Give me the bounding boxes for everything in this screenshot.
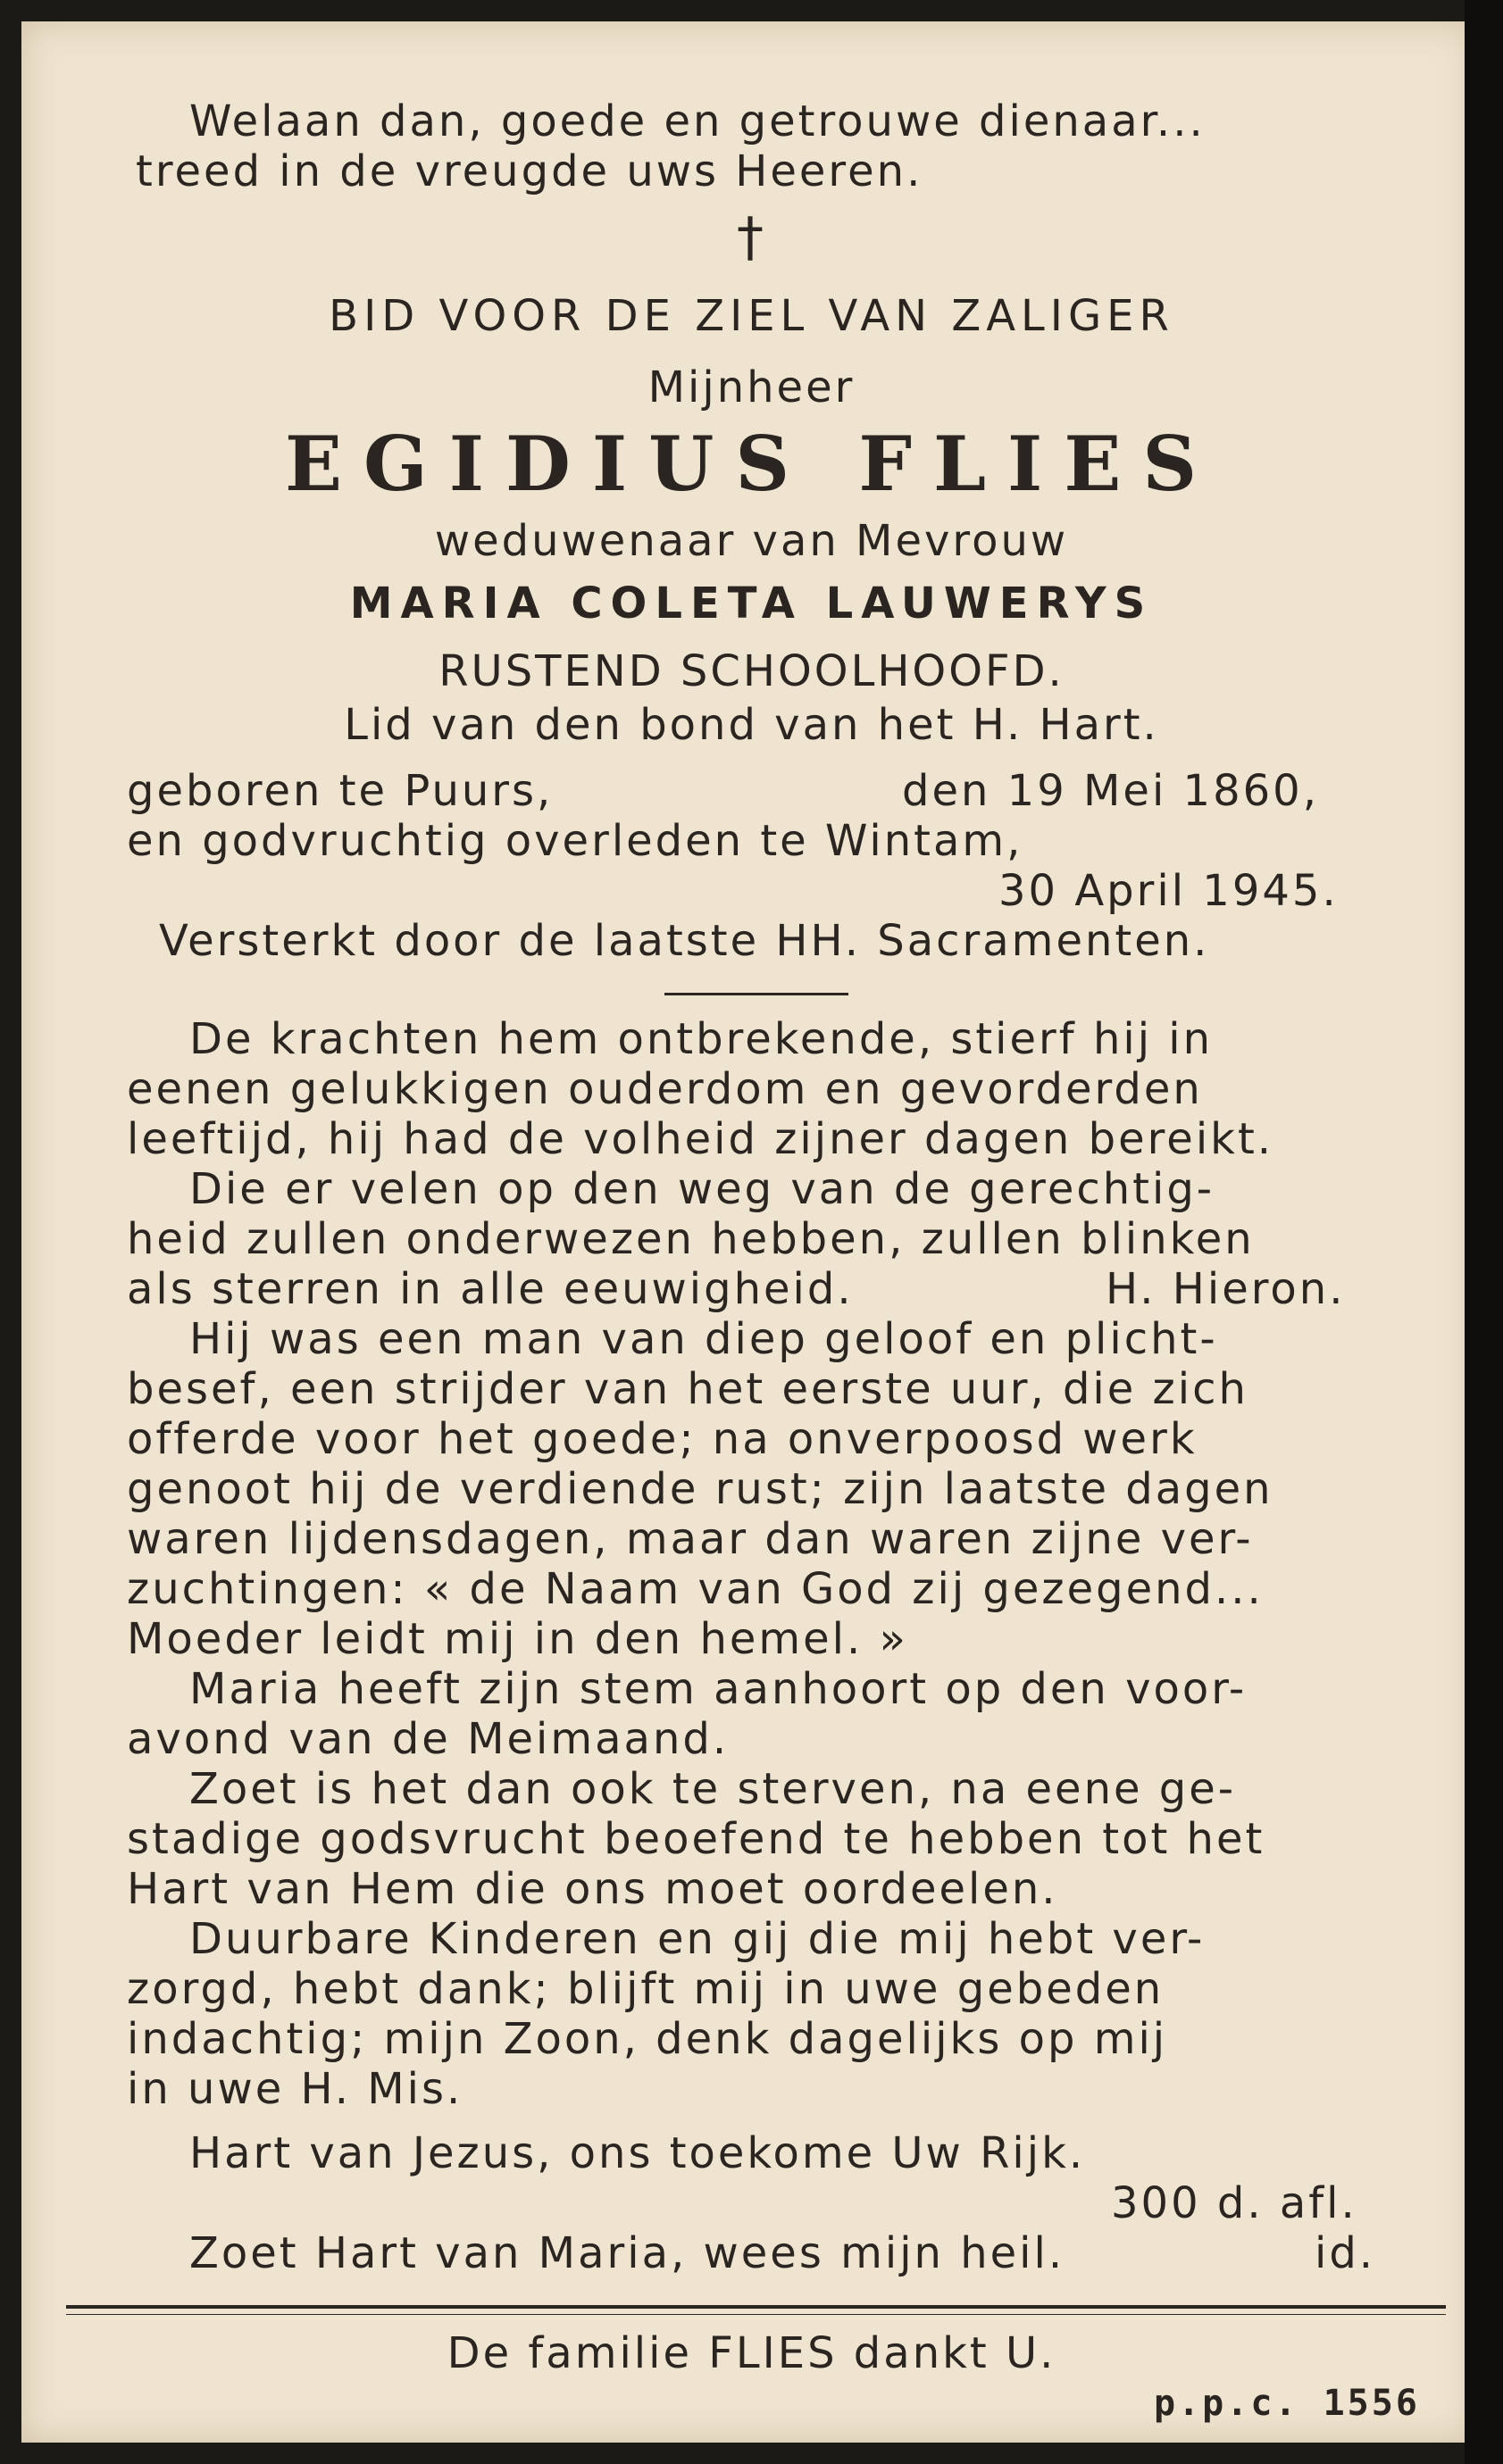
body-line: als sterren in alle eeuwigheid.	[127, 1264, 854, 1314]
death-line: en godvruchtig overleden te Wintam,	[127, 816, 1023, 866]
body-line: offerde voor het goede; na onverpoosd werk	[127, 1414, 1198, 1464]
membership: Lid van den bond van het H. Hart.	[344, 700, 1159, 750]
body-line: De krachten hem ontbrekende, stierf hij in	[189, 1014, 1214, 1064]
cross-icon: †	[737, 206, 766, 269]
sacraments-line: Versterkt door de laatste HH. Sacramenten.	[159, 916, 1210, 966]
body-line: eenen gelukkigen ouderdom en gevorderden	[127, 1064, 1203, 1114]
prayer-2: Zoet Hart van Maria, wees mijn heil.	[189, 2228, 1065, 2278]
header-quote-line-1: Welaan dan, goede en getrouwe dienaar...	[189, 96, 1206, 146]
body-line: in uwe H. Mis.	[127, 2064, 463, 2114]
body-line: waren lijdensdagen, maar dan waren zijne ver-	[127, 1514, 1254, 1564]
title-mijnheer: Mijnheer	[647, 362, 856, 412]
body-line: Hij was een man van diep geloof en plicht-	[189, 1314, 1218, 1364]
body-line: heid zullen onderwezen hebben, zullen blinken	[127, 1214, 1255, 1264]
body-line: stadige godsvrucht beoefend te hebben tot het	[127, 1814, 1265, 1864]
header-quote-line-2: treed in de vreugde uws Heeren.	[136, 146, 923, 196]
death-date: 30 April 1945.	[998, 866, 1339, 916]
body-line: Hart van Hem die ons moet oordeelen.	[127, 1864, 1058, 1914]
family-thanks: De familie FLIES dankt U.	[447, 2328, 1056, 2378]
prayer-2-indulgence: id.	[1315, 2228, 1376, 2278]
pray-line: BID VOOR DE ZIEL VAN ZALIGER	[329, 291, 1174, 341]
body-line: Maria heeft zijn stem aanhoort op den voor-	[189, 1664, 1248, 1714]
prayer-1: Hart van Jezus, ons toekome Uw Rijk.	[189, 2128, 1086, 2178]
body-line: Die er velen op den weg van de gerechtig-	[189, 1164, 1215, 1214]
body-line: zuchtingen: « de Naam van God zij gezegend...	[127, 1564, 1264, 1614]
widower-line: weduwenaar van Mevrouw	[434, 516, 1069, 566]
body-line: Moeder leidt mij in den hemel. »	[127, 1614, 908, 1664]
quote-source: H. Hieron.	[1106, 1264, 1346, 1314]
printer-code: p.p.c. 1556	[1154, 2383, 1420, 2424]
spouse-name: MARIA COLETA LAUWERYS	[349, 579, 1154, 628]
body-line: Duurbare Kinderen en gij die mij hebt ver-	[189, 1914, 1206, 1964]
occupation: RUSTEND SCHOOLHOOFD.	[438, 646, 1065, 696]
birth-date: den 19 Mei 1860,	[902, 766, 1319, 816]
birth-place: geboren te Puurs,	[127, 766, 554, 816]
divider-long-thin	[66, 2314, 1446, 2315]
body-line: besef, een strijder van het eerste uur, die zich	[127, 1364, 1248, 1414]
divider-long	[66, 2305, 1446, 2309]
body-line: genoot hij de verdiende rust; zijn laatste dagen	[127, 1464, 1273, 1514]
body-line: leeftijd, hij had de volheid zijner dagen bereikt.	[127, 1114, 1274, 1164]
deceased-name: EGIDIUS FLIES	[284, 420, 1219, 508]
divider-short	[664, 993, 848, 995]
body-line: indachtig; mijn Zoon, denk dagelijks op mij	[127, 2014, 1168, 2064]
prayer-1-indulgence: 300 d. afl.	[1111, 2178, 1357, 2228]
body-line: Zoet is het dan ook te sterven, na eene ge-	[189, 1764, 1237, 1814]
body-line: avond van de Meimaand.	[127, 1714, 730, 1764]
body-line: zorgd, hebt dank; blijft mij in uwe gebeden	[127, 1964, 1165, 2014]
